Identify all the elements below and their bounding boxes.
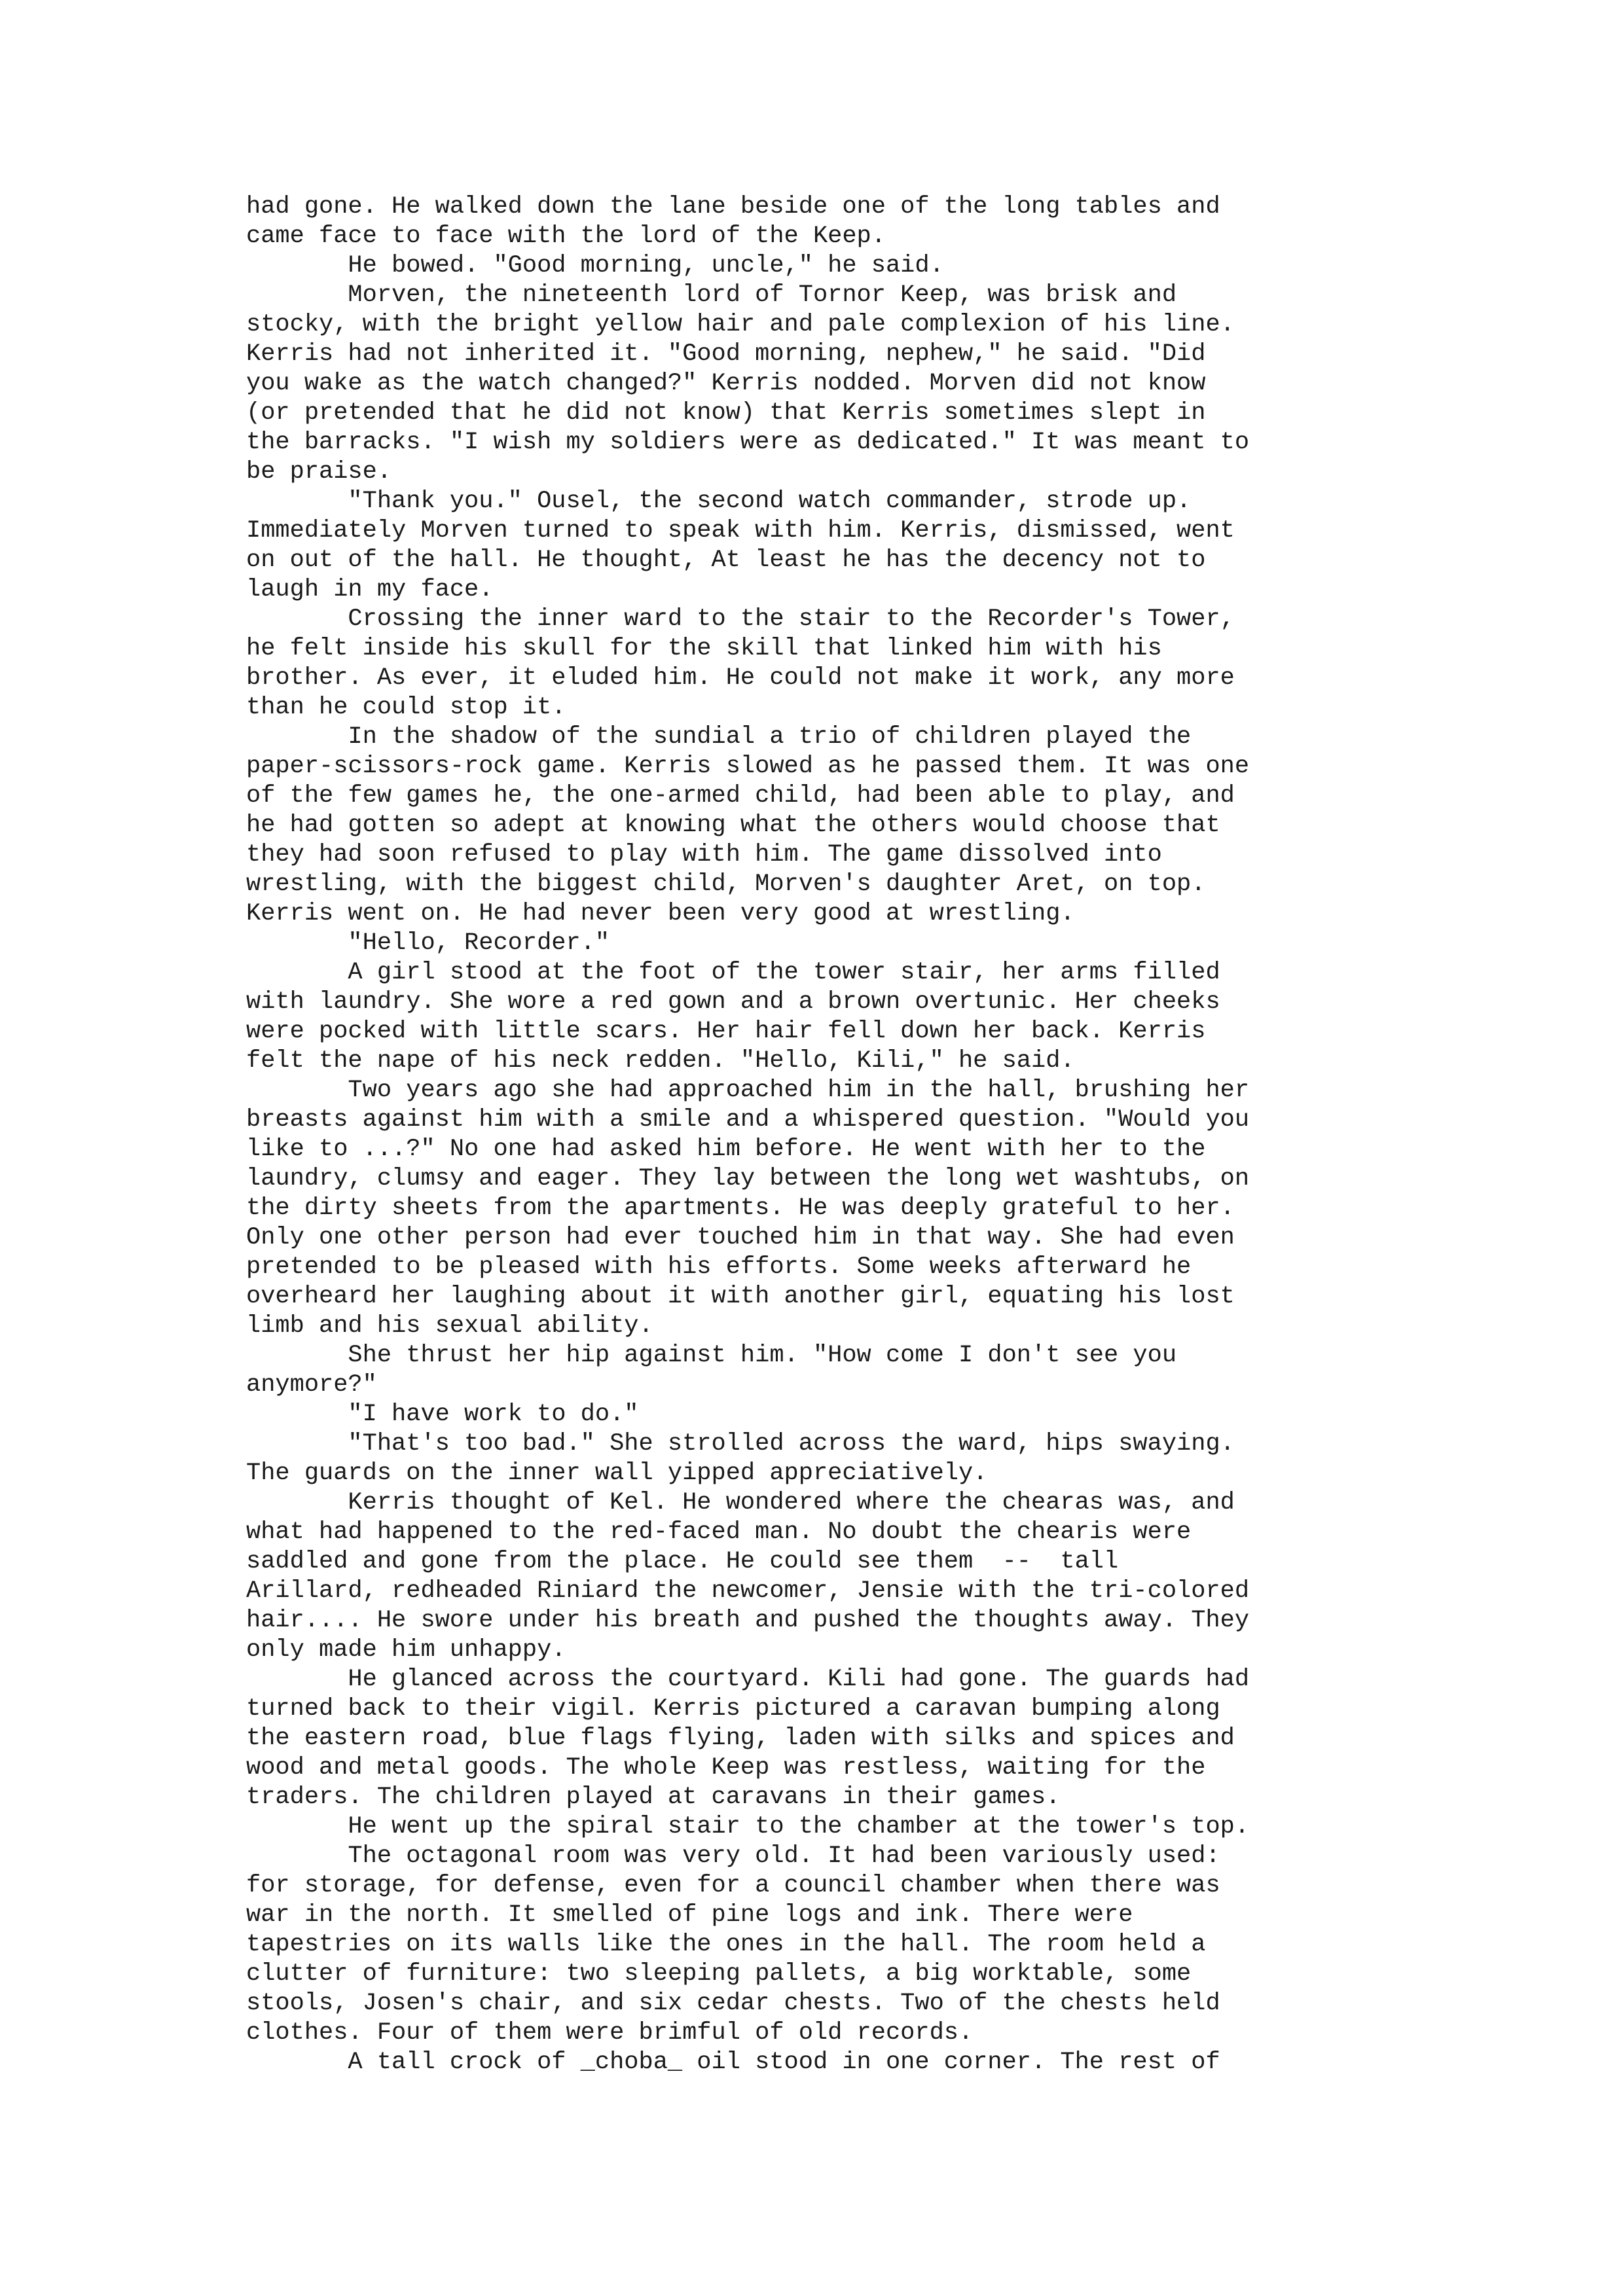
text-line: the eastern road, blue flags flying, laden with silks and spices and bbox=[246, 1725, 1235, 1752]
text-line: "I have work to do." bbox=[246, 1401, 639, 1428]
text-line: the barracks. "I wish my soldiers were as dedicated." It was meant to bbox=[246, 429, 1250, 456]
text-line: they had soon refused to play with him. The game dissolved into bbox=[246, 841, 1162, 869]
text-line: A girl stood at the foot of the tower stair, her arms filled bbox=[246, 959, 1220, 986]
text-line: only made him unhappy. bbox=[246, 1636, 566, 1664]
text-line: She thrust her hip against him. "How come I don't see you bbox=[246, 1342, 1177, 1369]
text-line: pretended to be pleased with his efforts. Some weeks afterward he bbox=[246, 1253, 1192, 1281]
text-line: brother. As ever, it eluded him. He could not make it work, any more bbox=[246, 664, 1235, 692]
text-line: wrestling, with the biggest child, Morven's daughter Aret, on top. bbox=[246, 870, 1206, 898]
text-line: clutter of furniture: two sleeping pallets, a big worktable, some bbox=[246, 1960, 1192, 1988]
text-line: hair.... He swore under his breath and pushed the thoughts away. They bbox=[246, 1607, 1250, 1634]
text-line: The octagonal room was very old. It had been variously used: bbox=[246, 1842, 1220, 1870]
text-line: clothes. Four of them were brimful of old records. bbox=[246, 2019, 974, 2047]
text-line: war in the north. It smelled of pine logs and ink. There were bbox=[246, 1901, 1133, 1929]
text-line: saddled and gone from the place. He could see them -- tall bbox=[246, 1548, 1119, 1575]
text-line: for storage, for defense, even for a council chamber when there was bbox=[246, 1872, 1220, 1899]
text-line: Morven, the nineteenth lord of Tornor Keep, was brisk and bbox=[246, 281, 1177, 309]
text-line: with laundry. She wore a red gown and a brown overtunic. Her cheeks bbox=[246, 988, 1220, 1016]
text-line: (or pretended that he did not know) that Kerris sometimes slept in bbox=[246, 399, 1206, 427]
text-line: overheard her laughing about it with another girl, equating his lost bbox=[246, 1283, 1235, 1310]
text-line: what had happened to the red-faced man. No doubt the chearis were bbox=[246, 1518, 1192, 1546]
text-line: Kerris went on. He had never been very good at wrestling. bbox=[246, 900, 1075, 927]
text-line: than he could stop it. bbox=[246, 694, 566, 721]
body-text bbox=[246, 192, 1398, 2077]
text-line: wood and metal goods. The whole Keep was restless, waiting for the bbox=[246, 1754, 1206, 1782]
text-line: turned back to their vigil. Kerris pictured a caravan bumping along bbox=[246, 1695, 1220, 1723]
text-line: be praise. bbox=[246, 458, 392, 486]
text-line: He glanced across the courtyard. Kili had gone. The guards had bbox=[246, 1666, 1250, 1693]
text-line: He went up the spiral stair to the chamber at the tower's top. bbox=[246, 1813, 1250, 1840]
text-line: he had gotten so adept at knowing what the others would choose that bbox=[246, 812, 1220, 839]
text-line: "Thank you." Ousel, the second watch commander, strode up. bbox=[246, 488, 1192, 515]
text-line: laundry, clumsy and eager. They lay between the long wet washtubs, on bbox=[246, 1165, 1250, 1193]
text-line: breasts against him with a smile and a whispered question. "Would you bbox=[246, 1106, 1250, 1134]
text-line: "That's too bad." She strolled across the ward, hips swaying. bbox=[246, 1430, 1235, 1458]
text-line: came face to face with the lord of the Keep. bbox=[246, 223, 886, 250]
text-line: Arillard, redheaded Riniard the newcomer, Jensie with the tri-colored bbox=[246, 1577, 1250, 1605]
text-line: Kerris had not inherited it. "Good morning, nephew," he said. "Did bbox=[246, 340, 1206, 368]
text-line: had gone. He walked down the lane beside one of the long tables and bbox=[246, 193, 1220, 221]
text-line: paper-scissors-rock game. Kerris slowed as he passed them. It was one bbox=[246, 753, 1250, 780]
text-line: Crossing the inner ward to the stair to the Recorder's Tower, bbox=[246, 605, 1235, 633]
text-line: The guards on the inner wall yipped appreciatively. bbox=[246, 1460, 988, 1487]
text-line: like to ...?" No one had asked him before. He went with her to the bbox=[246, 1136, 1206, 1163]
text-line: laugh in my face. bbox=[246, 576, 494, 603]
text-line: he felt inside his skull for the skill that linked him with his bbox=[246, 635, 1162, 662]
text-line: In the shadow of the sundial a trio of children played the bbox=[246, 723, 1192, 751]
text-line: of the few games he, the one-armed child, had been able to play, and bbox=[246, 782, 1235, 810]
text-line: limb and his sexual ability. bbox=[246, 1312, 653, 1340]
text-line: Two years ago she had approached him in the hall, brushing her bbox=[246, 1077, 1250, 1104]
text-line: Kerris thought of Kel. He wondered where the chearas was, and bbox=[246, 1489, 1235, 1516]
text-line: the dirty sheets from the apartments. He was deeply grateful to her. bbox=[246, 1194, 1235, 1222]
text-line: traders. The children played at caravans in their games. bbox=[246, 1784, 1061, 1811]
text-line: tapestries on its walls like the ones in the hall. The room held a bbox=[246, 1931, 1206, 1958]
text-line: felt the nape of his neck redden. "Hello, Kili," he said. bbox=[246, 1047, 1075, 1075]
text-line: "Hello, Recorder." bbox=[246, 929, 610, 957]
text-line: you wake as the watch changed?" Kerris nodded. Morven did not know bbox=[246, 370, 1206, 397]
text-line: He bowed. "Good morning, uncle," he said. bbox=[246, 252, 944, 279]
text-line: A tall crock of _choba_ oil stood in one corner. The rest of bbox=[246, 2049, 1220, 2076]
text-line: were pocked with little scars. Her hair fell down her back. Kerris bbox=[246, 1018, 1206, 1045]
text-line: stocky, with the bright yellow hair and pale complexion of his line. bbox=[246, 311, 1235, 338]
text-line: Only one other person had ever touched him in that way. She had even bbox=[246, 1224, 1235, 1251]
text-line: anymore?" bbox=[246, 1371, 377, 1399]
text-line: stools, Josen's chair, and six cedar chests. Two of the chests held bbox=[246, 1990, 1220, 2017]
text-line: Immediately Morven turned to speak with him. Kerris, dismissed, went bbox=[246, 517, 1235, 545]
text-line: on out of the hall. He thought, At least he has the decency not to bbox=[246, 547, 1206, 574]
